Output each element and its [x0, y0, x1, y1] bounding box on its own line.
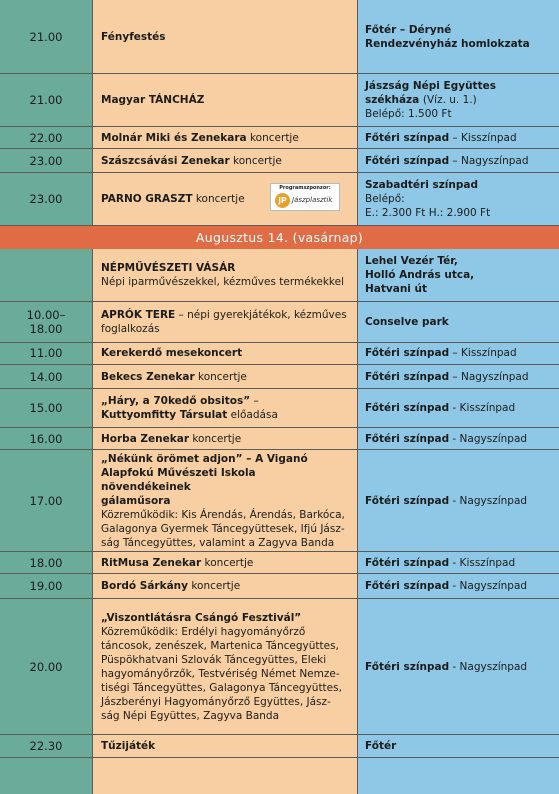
event-time-line: 18.00 [29, 322, 63, 336]
venue-text: Belépő: 1.500 Ft [365, 108, 452, 120]
event-time [0, 173, 92, 225]
event-title [93, 127, 357, 148]
event-venue [358, 574, 559, 598]
venue-text: - Nagyszínpad [449, 432, 528, 445]
event-line [101, 308, 349, 322]
event-line [101, 370, 349, 384]
event-venue [358, 341, 559, 364]
venue-text: – Kisszínpad [449, 131, 517, 144]
day-banner: Augusztus 14. (vasárnap) [0, 226, 559, 249]
venue-line [365, 346, 552, 360]
schedule-row [0, 302, 559, 343]
schedule-row [0, 599, 559, 735]
event-line [101, 322, 349, 336]
event-text: Galagonya Gyermek Táncegyüttesek, Ifjú Jász- [101, 522, 345, 535]
schedule-row [0, 249, 559, 302]
event-time-line: 23.00 [29, 153, 63, 168]
sponsor-caption: Programszponzor: [279, 185, 331, 191]
event-venue [358, 173, 559, 225]
event-title [93, 249, 357, 301]
event-time-line: 18.00 [29, 555, 63, 570]
venue-text: Főtér – Déryné [365, 23, 452, 36]
event-time-line: 22.00 [29, 130, 63, 145]
event-text: előadása [227, 409, 278, 421]
venue-text: Főtéri színpad [365, 370, 450, 383]
schedule-row [0, 365, 559, 389]
event-time [0, 302, 92, 342]
event-text: koncertje [194, 370, 247, 383]
event-time [0, 389, 92, 427]
event-text: Szászcsávási Zenekar [101, 154, 230, 167]
event-time [0, 365, 92, 388]
venue-text: Főtéri színpad [365, 432, 450, 445]
event-text: Közreműködik: Erdélyi hagyományőrző [101, 625, 306, 638]
event-text: PARNO GRASZT [101, 193, 193, 205]
event-line [101, 639, 349, 653]
venue-text: Főtéri színpad [365, 556, 450, 569]
venue-line [365, 79, 552, 93]
event-line [101, 739, 349, 753]
venue-line [365, 178, 552, 192]
venue-text: (Víz. u. 1.) [422, 94, 477, 106]
venue-line [365, 432, 552, 446]
schedule-row [0, 389, 559, 428]
event-text: Molnár Miki és Zenekara [101, 131, 247, 144]
venue-text: Lehel Vezér Tér, [365, 255, 458, 267]
venue-text: Szabadtéri színpad [365, 179, 479, 191]
event-title [93, 428, 357, 449]
venue-line [365, 739, 552, 753]
venue-line [365, 370, 552, 384]
venue-line [365, 23, 552, 37]
event-time [0, 149, 92, 172]
event-text: koncertje [246, 131, 299, 144]
event-line [101, 522, 349, 536]
event-venue [358, 74, 559, 126]
event-time [0, 249, 92, 301]
schedule-row [0, 341, 559, 365]
schedule-row [0, 149, 559, 173]
venue-line [365, 494, 552, 508]
event-title [93, 574, 357, 598]
event-text: Bekecs Zenekar [101, 370, 195, 383]
schedule-row [0, 428, 559, 450]
schedule-row [0, 0, 559, 74]
event-time-line: 17.00 [29, 493, 63, 508]
event-line [101, 432, 349, 446]
event-text: ság Táncegyüttes, valamint a Zagyva Banda [101, 536, 335, 549]
event-time [0, 74, 92, 126]
schedule-row [0, 74, 559, 127]
event-venue [358, 149, 559, 172]
sponsor-name: Jászplasztik [292, 196, 333, 204]
event-time [0, 341, 92, 364]
event-text: Magyar TÁNCHÁZ [101, 94, 205, 106]
venue-text: - Kisszínpad [449, 402, 516, 414]
event-venue [358, 599, 559, 734]
venue-line [365, 660, 552, 674]
event-time [0, 127, 92, 148]
event-title [93, 0, 357, 73]
event-venue [358, 389, 559, 427]
venue-text: – Nagyszínpad [449, 154, 529, 167]
event-text: Horba Zenekar [101, 432, 190, 445]
event-title [93, 74, 357, 126]
venue-line [365, 93, 552, 107]
event-line [101, 625, 349, 639]
event-time-line: 21.00 [29, 93, 63, 107]
event-text: koncertje [189, 432, 242, 445]
event-line [101, 466, 349, 494]
venue-line [365, 254, 552, 268]
venue-text: - Nagyszínpad [449, 660, 528, 673]
event-time-line: 16.00 [29, 431, 63, 446]
sponsor-logo-icon: jP [275, 193, 290, 208]
event-time-line: 14.00 [29, 369, 63, 384]
event-line [101, 494, 349, 508]
event-line [101, 452, 349, 466]
event-title [93, 735, 357, 757]
event-line [101, 695, 349, 709]
event-title [93, 302, 357, 342]
event-line [101, 154, 349, 168]
event-text: koncertje [229, 154, 282, 167]
event-line [101, 346, 349, 360]
event-time [0, 599, 92, 734]
event-venue [358, 735, 559, 757]
event-text: koncertje [188, 580, 241, 592]
schedule-row [0, 735, 559, 758]
event-title [93, 450, 357, 551]
event-title [93, 389, 357, 427]
venue-text: - Nagyszínpad [449, 494, 528, 507]
venue-line [365, 556, 552, 570]
event-text: Püspökhatvani Szlovák Táncegyüttes, Eleki [101, 653, 327, 666]
event-time [0, 428, 92, 449]
event-text: Kuttyomfitty Társulat [101, 409, 228, 421]
event-text: Tűzijáték [101, 740, 156, 752]
event-text: foglalkozás [101, 323, 160, 335]
venue-line [365, 268, 552, 282]
event-text: Fényfestés [101, 30, 166, 43]
venue-text: Főtéri színpad [365, 402, 450, 414]
event-time-line: 23.00 [29, 192, 63, 206]
event-text: ság Népi Együttes, Zagyva Banda [101, 709, 280, 722]
venue-text: – Kisszínpad [449, 346, 517, 359]
event-line [101, 93, 349, 107]
event-venue [358, 365, 559, 388]
venue-text: Holló András utca, [365, 269, 475, 281]
venue-line [365, 315, 552, 329]
event-venue [358, 552, 559, 573]
venue-line [365, 131, 552, 145]
venue-text: Conselve park [365, 316, 449, 328]
venue-text: Főtéri színpad [365, 154, 450, 167]
venue-text: Főtér [365, 740, 397, 752]
event-title [93, 552, 357, 573]
event-text: táncosok, zenészek, Martenica Táncegyüttes, [101, 639, 339, 652]
event-time [0, 735, 92, 757]
venue-text: Rendezvényház homlokzata [365, 37, 530, 50]
venue-line [365, 401, 552, 415]
event-text: – [250, 395, 259, 407]
event-text: Közreműködik: Kis Árendás, Árendás, Barkóca, [101, 508, 345, 521]
event-line [101, 681, 349, 695]
venue-text: Jászság Népi Együttes [365, 80, 496, 92]
venue-text: - Nagyszínpad [449, 580, 528, 592]
venue-text: Főtéri színpad [365, 580, 450, 592]
event-time-line: 20.00 [29, 659, 63, 674]
event-venue [358, 127, 559, 148]
event-text: „Nékünk örömet adjon” – A Viganó [101, 452, 308, 465]
venue-text: Főtéri színpad [365, 494, 450, 507]
venue-text: - Kisszínpad [449, 556, 516, 569]
venue-text: Főtéri színpad [365, 660, 450, 673]
event-venue [358, 0, 559, 73]
event-title [93, 149, 357, 172]
event-title [93, 341, 357, 364]
venue-text: – Nagyszínpad [449, 370, 529, 383]
venue-text: Főtéri színpad [365, 346, 450, 359]
event-line [101, 30, 349, 44]
event-line [101, 667, 349, 681]
venue-text: Főtéri színpad [365, 131, 450, 144]
venue-text: E.: 2.300 Ft H.: 2.900 Ft [365, 207, 491, 219]
event-time [0, 0, 92, 73]
event-text: gálaműsora [101, 494, 171, 507]
schedule-row [0, 574, 559, 599]
event-line [101, 611, 349, 625]
schedule-row [0, 552, 559, 574]
event-time [0, 574, 92, 598]
event-time-line: 10.00– [26, 308, 66, 322]
event-line [101, 653, 349, 667]
venue-line [365, 107, 552, 121]
schedule-row [0, 173, 559, 226]
event-line [101, 556, 349, 570]
event-text: Bordó Sárkány [101, 580, 188, 592]
event-line [101, 131, 349, 145]
event-text: RitMusa Zenekar [101, 556, 202, 569]
event-line [101, 394, 349, 408]
event-text: „Viszontlátásra Csángó Fesztivál” [101, 611, 302, 624]
venue-line [365, 579, 552, 593]
event-text: koncertje [201, 556, 254, 569]
event-line [101, 508, 349, 522]
event-text: Alapfokú Művészeti Iskola növendékeinek [101, 466, 256, 493]
schedule-row [0, 450, 559, 552]
event-time-line: 21.00 [29, 29, 63, 44]
venue-line [365, 154, 552, 168]
event-line [101, 261, 349, 275]
venue-line [365, 282, 552, 296]
event-line [101, 275, 349, 289]
venue-line [365, 192, 552, 206]
venue-text: székháza [365, 94, 423, 106]
event-time-line: 22.30 [29, 739, 63, 753]
venue-text: Belépő: [365, 193, 405, 205]
sponsor-logo [270, 183, 340, 211]
event-text: Kerekerdő mesekoncert [101, 346, 243, 359]
event-venue [358, 302, 559, 342]
venue-line [365, 206, 552, 220]
event-time-line: 19.00 [29, 579, 63, 593]
event-text: Népi iparművészekkel, kézműves termékekkel [101, 276, 344, 288]
event-venue [358, 249, 559, 301]
event-text: koncertje [192, 193, 245, 205]
event-text: – népi gyerekjátékok, kézműves [175, 309, 347, 321]
event-text: APRÓK TERE [101, 309, 176, 321]
event-text: Jászberényi Hagyományőrző Együttes, Jász- [101, 695, 331, 708]
event-text: NÉPMŰVÉSZETI VÁSÁR [101, 262, 236, 274]
event-line [101, 579, 349, 593]
event-line [101, 536, 349, 550]
venue-line [365, 37, 552, 51]
event-time-line: 11.00 [29, 345, 63, 360]
event-text: tiségi Táncegyüttes, Galagonya Táncegyüttes, [101, 681, 342, 694]
event-text: „Háry, a 70kedő obsitos” [101, 395, 251, 407]
event-venue [358, 450, 559, 551]
event-line [101, 408, 349, 422]
event-text: hagyományőrzők, Testvériség Német Nemze- [101, 667, 340, 680]
event-time [0, 450, 92, 551]
event-time-line: 15.00 [29, 401, 63, 415]
event-title [93, 599, 357, 734]
venue-text: Hatvani út [365, 283, 428, 295]
event-title [93, 365, 357, 388]
event-time [0, 552, 92, 573]
schedule-row [0, 127, 559, 149]
event-line [101, 709, 349, 723]
event-venue [358, 428, 559, 449]
